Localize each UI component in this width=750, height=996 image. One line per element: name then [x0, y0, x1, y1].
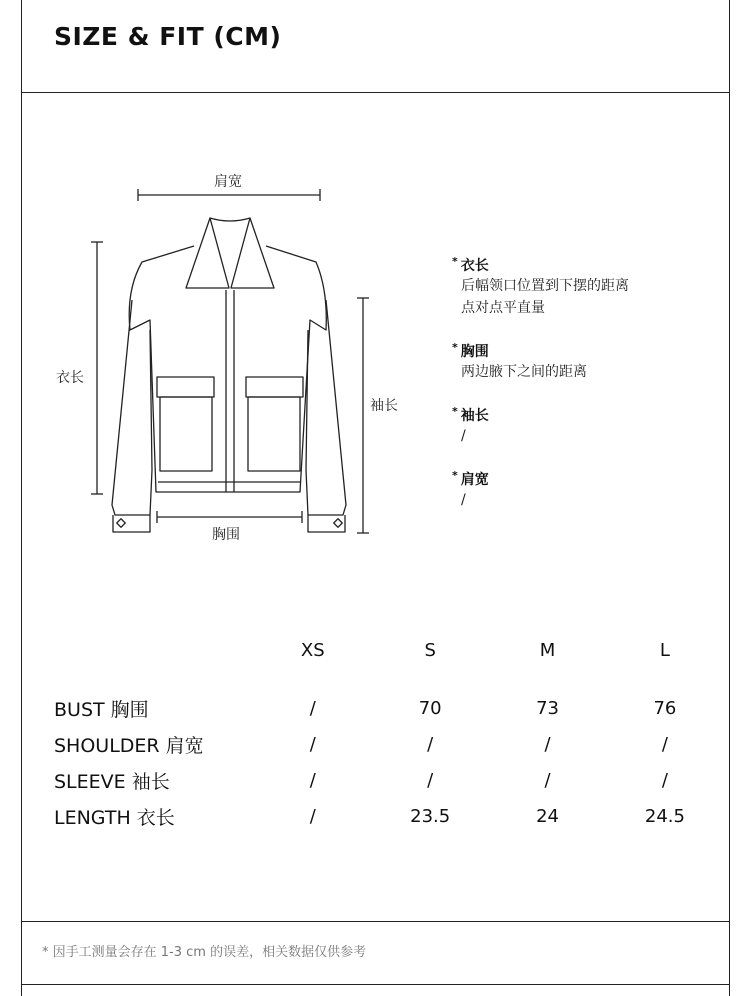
size-header-row — [54, 630, 724, 670]
note-title: 肩宽 — [460, 472, 489, 488]
table-cell: / — [309, 697, 316, 719]
size-header: M — [539, 639, 556, 661]
left-pocket-flap — [157, 377, 214, 397]
shoulder-label: 肩宽 — [214, 174, 242, 190]
table-cell: / — [427, 733, 434, 755]
table-row — [54, 690, 724, 726]
note-shoulder: * 肩宽 / — [452, 469, 732, 511]
left-sleeve — [112, 300, 152, 515]
left-pocket — [160, 397, 212, 471]
note-length: * 衣长 后幅领口位置到下摆的距离 点对点平直量 — [452, 255, 732, 319]
size-header: XS — [300, 639, 325, 661]
table-cell: 76 — [653, 697, 677, 719]
right-cuff — [308, 515, 345, 532]
table-cell: / — [544, 769, 551, 791]
note-text: 点对点平直量 — [461, 300, 545, 316]
note-text: 两边腋下之间的距离 — [461, 364, 587, 380]
table-cell: / — [661, 769, 668, 791]
note-title: 胸围 — [460, 344, 489, 360]
collar-band — [210, 218, 250, 221]
page-title: SIZE & FIT (CM) — [54, 22, 282, 51]
note-title: 衣长 — [460, 258, 489, 274]
row-label: SLEEVE 袖长 — [54, 770, 170, 793]
table-cell: / — [427, 769, 434, 791]
note-bust: * 胸围 两边腋下之间的距离 — [452, 341, 732, 383]
right-sleeve — [306, 300, 346, 515]
right-pocket-flap — [246, 377, 303, 397]
size-header: L — [659, 639, 670, 661]
left-cuff-button — [117, 519, 125, 527]
table-cell: 73 — [536, 697, 559, 719]
footer-divider-top — [21, 921, 730, 922]
table-cell: / — [661, 733, 668, 755]
sleeve-label: 袖长 — [370, 398, 398, 414]
collar-left — [186, 218, 229, 288]
note-text: / — [461, 492, 466, 508]
note-title: 袖长 — [460, 408, 489, 424]
left-cuff — [113, 515, 150, 532]
row-label: LENGTH 衣长 — [54, 806, 175, 829]
table-cell: 70 — [418, 697, 442, 719]
row-label: BUST 胸围 — [54, 698, 149, 721]
table-cell: 24.5 — [644, 805, 685, 827]
footer-divider-bottom — [21, 984, 730, 985]
row-label: SHOULDER 肩宽 — [54, 734, 204, 757]
note-sleeve: * 袖长 / — [452, 405, 732, 447]
footer-note: * 因手工测量会存在 1-3 cm 的误差，相关数据仅供参考 — [42, 945, 367, 960]
table-row — [54, 726, 724, 762]
size-table — [54, 630, 724, 834]
collar-right — [231, 218, 274, 288]
table-row — [54, 762, 724, 798]
table-cell: / — [309, 733, 316, 755]
length-label: 衣长 — [56, 370, 84, 386]
right-cuff-button — [334, 519, 342, 527]
measurement-notes — [452, 255, 732, 533]
table-cell: / — [309, 769, 316, 791]
table-cell: / — [309, 805, 316, 827]
table-cell: 23.5 — [410, 805, 451, 827]
table-cell: 24 — [536, 805, 559, 827]
bust-label: 胸围 — [212, 527, 240, 543]
note-text: 后幅领口位置到下摆的距离 — [461, 278, 629, 294]
right-pocket — [248, 397, 300, 471]
note-text: / — [461, 428, 466, 444]
table-row — [54, 798, 724, 834]
size-header: S — [424, 639, 436, 661]
table-cell: / — [544, 733, 551, 755]
